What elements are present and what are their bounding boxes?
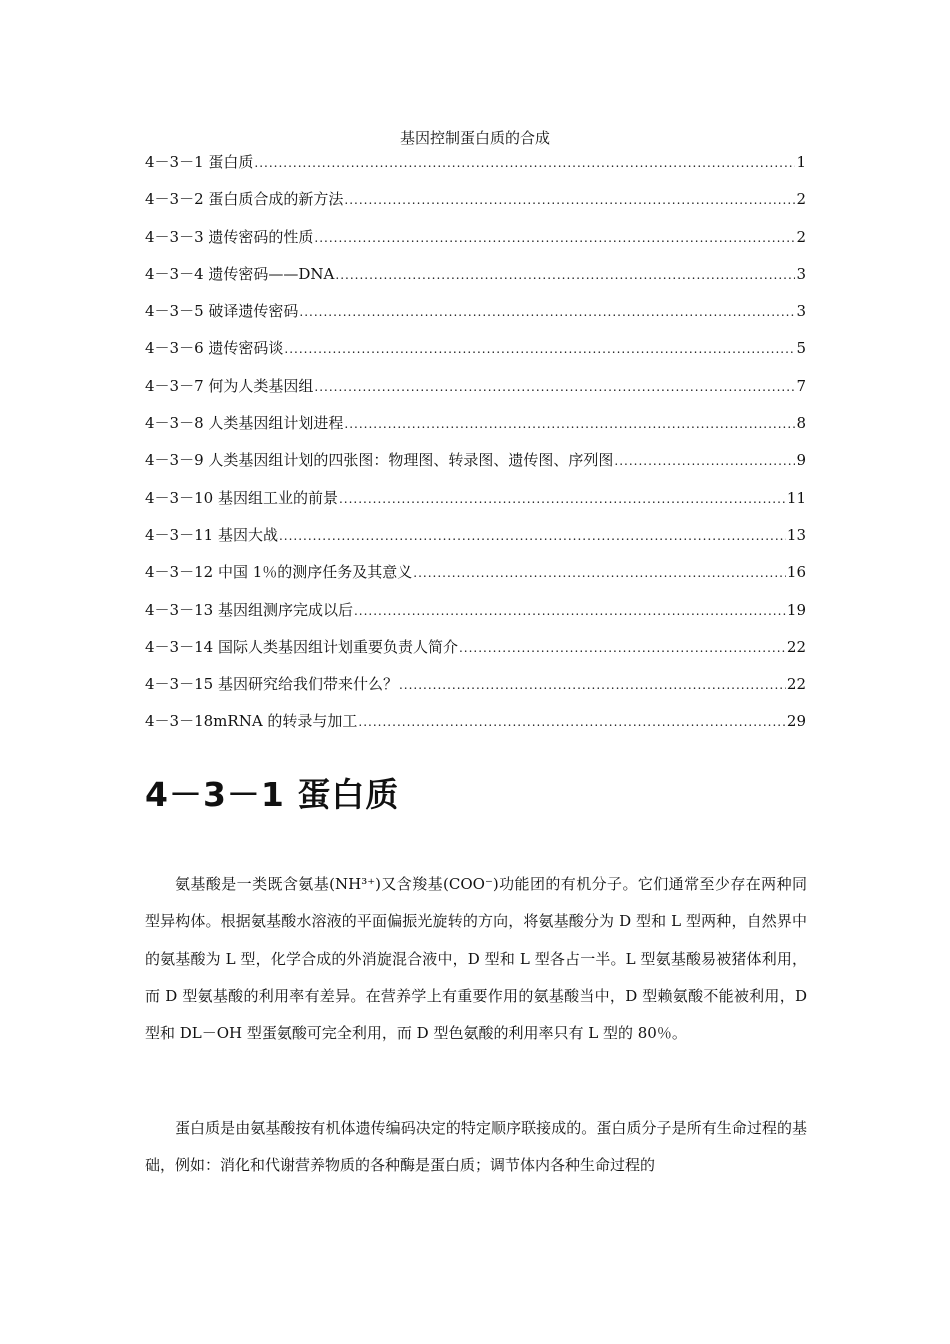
- toc-entry[interactable]: [145, 561, 806, 598]
- toc-entry-label: 4－3－18mRNA 的转录与加工: [145, 712, 358, 731]
- toc-entry-label: 4－3－10 基因组工业的前景: [145, 488, 338, 507]
- toc-entry-label: 4－3－12 中国 1％的测序任务及其意义: [145, 563, 413, 582]
- toc-entry-page: 5: [796, 339, 806, 358]
- toc-entry[interactable]: [145, 412, 806, 449]
- toc-entry[interactable]: [145, 263, 806, 300]
- toc-entry-page: 8: [796, 414, 806, 433]
- toc-entry-label: 4－3－11 基因大战: [145, 525, 278, 544]
- toc-entry[interactable]: [145, 673, 806, 710]
- toc-leader-dots: [314, 376, 795, 398]
- toc-entry[interactable]: [145, 487, 806, 524]
- toc-leader-dots: [344, 189, 795, 211]
- toc-entry-label: 4－3－5 破译遗传密码: [145, 302, 299, 321]
- toc-entry[interactable]: [145, 449, 806, 486]
- toc-entry-page: 9: [796, 451, 806, 470]
- toc-leader-dots: [284, 338, 795, 360]
- toc-entry-page: 16: [786, 563, 806, 582]
- toc-leader-dots: [344, 413, 795, 435]
- section-heading: 4－3－1 蛋白质: [145, 775, 400, 814]
- toc-entry-page: 22: [786, 675, 806, 694]
- body-paragraph: 氨基酸是一类既含氨基(NH³⁺)又含羧基(COO⁻)功能团的有机分子。它们通常至少存在两种同型异构体。根据氨基酸水溶液的平面偏振光旋转的方向，将氨基酸分为 D 型和 L 型两种，自然界中的氨基酸为 L 型，化学合成的外消旋混合液中，D 型和 L 型各占一半。L 型氨基酸易被猪体利用，而 D 型氨基酸的利用率有差异。在营养学上有重要作用的氨基酸当中，D 型赖氨酸不能被利用，D 型和 DL－OH 型蛋氨酸可完全利用，而 D 型色氨酸的利用率只有 L 型的 80％。: [145, 875, 807, 1043]
- toc-entry[interactable]: [145, 151, 806, 188]
- toc-leader-dots: [459, 637, 786, 659]
- toc-entry-label: 4－3－4 遗传密码——DNA: [145, 264, 335, 283]
- toc-entry-page: 13: [786, 525, 806, 544]
- toc-entry-page: 2: [796, 190, 806, 209]
- toc-leader-dots: [254, 152, 795, 174]
- toc-entry[interactable]: [145, 226, 806, 263]
- toc-entry-label: 4－3－3 遗传密码的性质: [145, 227, 314, 246]
- toc-entry-label: 4－3－9 人类基因组计划的四张图：物理图、转录图、遗传图、序列图: [145, 451, 614, 470]
- toc-leader-dots: [339, 488, 786, 510]
- toc-entry-page: 11: [786, 488, 806, 507]
- toc-entry-label: 4－3－7 何为人类基因组: [145, 376, 314, 395]
- toc-entry-page: 19: [786, 600, 806, 619]
- table-of-contents: [145, 151, 806, 748]
- toc-entry-page: 22: [786, 637, 806, 656]
- toc-entry[interactable]: [145, 710, 806, 747]
- toc-leader-dots: [335, 264, 795, 286]
- toc-entry-label: 4－3－14 国际人类基因组计划重要负责人简介: [145, 637, 458, 656]
- toc-entry-page: 7: [796, 376, 806, 395]
- toc-entry[interactable]: [145, 188, 806, 225]
- toc-leader-dots: [413, 562, 786, 584]
- toc-entry[interactable]: [145, 337, 806, 374]
- toc-entry-label: 4－3－13 基因组测序完成以后: [145, 600, 353, 619]
- toc-entry-label: 4－3－15 基因研究给我们带来什么？: [145, 675, 398, 694]
- toc-entry-page: 3: [796, 264, 806, 283]
- toc-leader-dots: [354, 600, 786, 622]
- toc-leader-dots: [614, 450, 795, 472]
- toc-entry-label: 4－3－8 人类基因组计划进程: [145, 414, 344, 433]
- toc-entry[interactable]: [145, 636, 806, 673]
- toc-entry[interactable]: [145, 524, 806, 561]
- toc-entry-page: 3: [796, 302, 806, 321]
- toc-entry-page: 1: [796, 153, 806, 171]
- toc-leader-dots: [399, 674, 786, 696]
- toc-leader-dots: [279, 525, 786, 547]
- body-paragraph: 蛋白质是由氨基酸按有机体遗传编码决定的特定顺序联接成的。蛋白质分子是所有生命过程的基础，例如：消化和代谢营养物质的各种酶是蛋白质；调节体内各种生命过程的: [145, 1119, 807, 1175]
- toc-entry-page: 2: [796, 227, 806, 246]
- toc-entry[interactable]: [145, 300, 806, 337]
- toc-entry-label: 4－3－1 蛋白质: [145, 153, 254, 171]
- toc-entry[interactable]: [145, 599, 806, 636]
- toc-entry-page: 29: [786, 712, 806, 731]
- toc-entry-label: 4－3－6 遗传密码谈: [145, 339, 284, 358]
- toc-leader-dots: [314, 227, 795, 249]
- document-title: 基因控制蛋白质的合成: [399, 129, 550, 147]
- toc-leader-dots: [299, 301, 795, 323]
- toc-entry[interactable]: [145, 375, 806, 412]
- toc-entry-label: 4－3－2 蛋白质合成的新方法: [145, 190, 344, 209]
- toc-leader-dots: [358, 711, 785, 733]
